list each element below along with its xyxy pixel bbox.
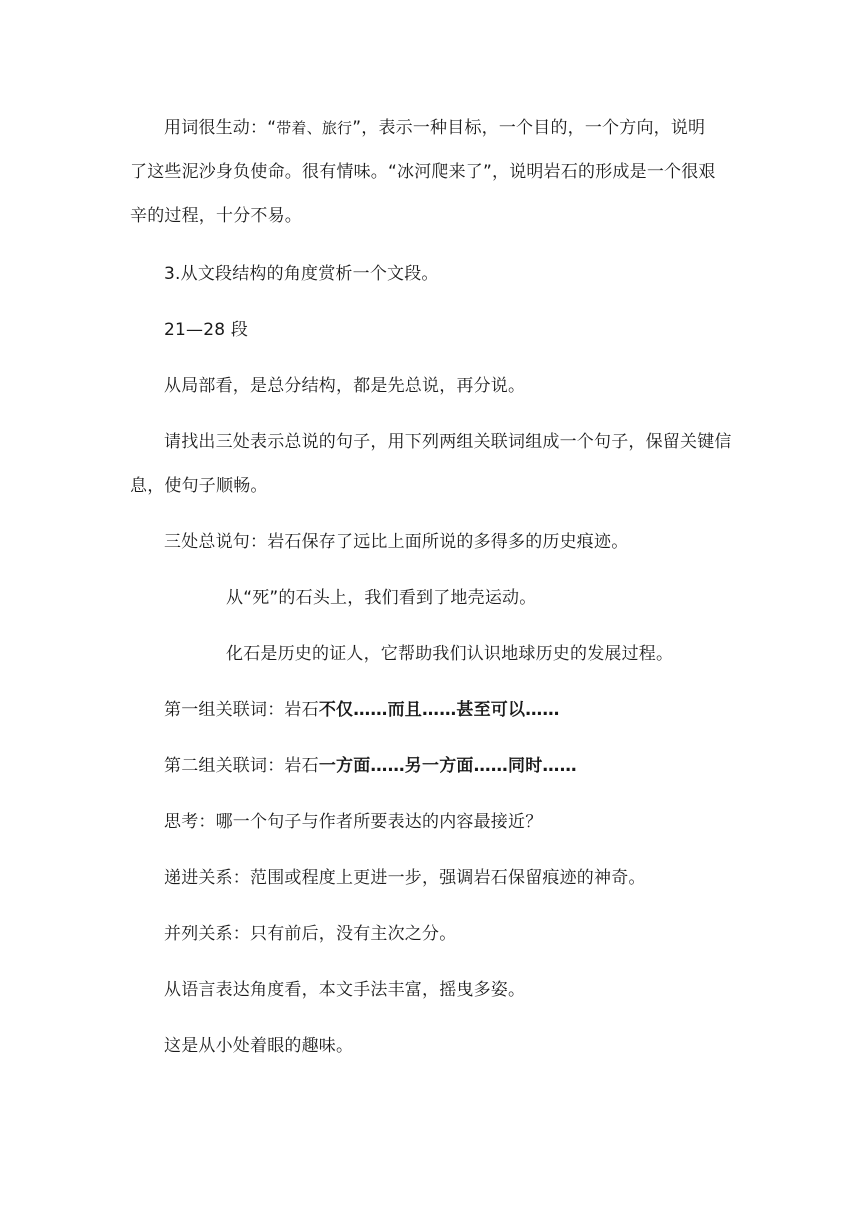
connective-group2-words: 一方面……另一方面……同时…… <box>318 756 577 776</box>
connective-group1 <box>164 698 560 722</box>
question-text: 思考：哪一个句子与作者所要表达的内容最接近？ <box>164 812 543 832</box>
progressive-relation-text: 递进关系：范围或程度上更进一步，强调岩石保留痕迹的神奇。 <box>164 868 646 888</box>
connective-group1-words: 不仅……而且……甚至可以…… <box>318 700 560 720</box>
summary-sentence-second: 从“死”的石头上，我们看到了地壳运动。 <box>226 588 537 608</box>
parallel-relation-text: 并列关系：只有前后，没有主次之分。 <box>164 924 457 944</box>
task-line2: 息，使句子顺畅。 <box>130 476 268 496</box>
connective-group1-label: 第一组关联词：岩石 <box>164 700 319 720</box>
summary-sentence-third: 化石是历史的证人，它帮助我们认识地球历史的发展过程。 <box>226 644 674 664</box>
connective-group2-label: 第二组关联词：岩石 <box>164 756 319 776</box>
paragraph-range: 21—28 段 <box>164 320 249 340</box>
paragraph1-line3: 辛的过程，十分不易。 <box>130 206 302 226</box>
summary-sentence-first <box>164 530 628 554</box>
closing-text: 这是从小处着眼的趣味。 <box>164 1036 354 1056</box>
paragraph1-line1-prefix: 用词很生动：“ <box>164 118 277 138</box>
paragraph1-line2: 了这些泥沙身负使命。很有情味。“冰河爬来了”，说明岩石的形成是一个很艰 <box>130 162 716 182</box>
section-heading: 3.从文段结构的角度赏析一个文段。 <box>164 264 439 284</box>
paragraph1-line1 <box>164 116 705 140</box>
local-view-text: 从局部看，是总分结构，都是先总说，再分说。 <box>164 376 526 396</box>
paragraph1-line1-suffix: ”，表示一种目标，一个目的，一个方向，说明 <box>352 118 706 138</box>
summary-label: 三处总说句： <box>164 532 268 552</box>
quoted-words: 带着、旅行 <box>276 119 353 137</box>
summary-first-text: 岩石保存了远比上面所说的多得多的历史痕迹。 <box>267 532 629 552</box>
task-line1: 请找出三处表示总说的句子，用下列两组关联词组成一个句子，保留关键信 <box>164 432 732 452</box>
language-view-text: 从语言表达角度看，本文手法丰富，摇曳多姿。 <box>164 980 526 1000</box>
connective-group2 <box>164 754 577 778</box>
